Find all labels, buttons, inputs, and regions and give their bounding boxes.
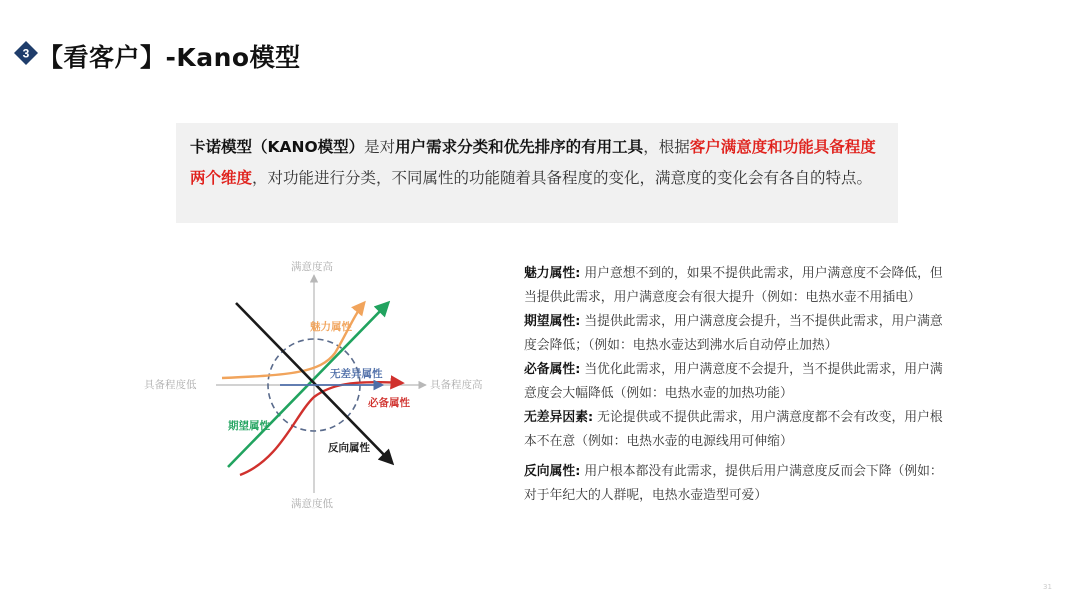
description-name: 期望属性: [524, 314, 581, 329]
description-text: 无论提供或不提供此需求，用户满意度都不会有改变，用户根本不在意（例如：电热水壶的电源线用可伸缩） [524, 410, 943, 449]
intro-term: 卡诺模型（KANO模型） [190, 138, 365, 156]
description-performance [524, 310, 944, 358]
section-badge [14, 41, 38, 65]
page-title: 【看客户】-Kano模型 [38, 43, 301, 72]
axis-label-right: 具备程度高 [430, 379, 483, 391]
kano-diagram [130, 245, 500, 525]
axis-label-left: 具备程度低 [144, 379, 197, 391]
description-name: 反向属性: [524, 464, 581, 479]
intro-text: ，对功能进行分类，不同属性的功能随着具备程度的变化，满意度的变化会有各自的特点。 [252, 169, 873, 187]
description-name: 魅力属性: [524, 266, 581, 281]
description-attractive [524, 262, 944, 310]
intro-text: ，根据 [643, 138, 690, 156]
description-text: 当优化此需求，用户满意度不会提升，当不提供此需求，用户满意度会大幅降低（例如：电热水壶的加热功能） [524, 362, 943, 401]
description-text: 当提供此需求，用户满意度会提升，当不提供此需求，用户满意度会降低；（例如：电热水壶达到沸水后自动停止加热） [524, 314, 943, 353]
indifferent-label: 无差异属性 [330, 368, 383, 380]
attractive-curve [222, 303, 364, 378]
intro-text: 是对 [364, 138, 396, 156]
description-must-be [524, 358, 944, 406]
description-name: 必备属性: [524, 362, 581, 377]
description-name: 无差异因素: [524, 410, 594, 425]
description-text: 用户意想不到的，如果不提供此需求，用户满意度不会降低，但当提供此需求，用户满意度会有很大提升（例如：电热水壶不用插电） [524, 266, 943, 305]
intro-highlight-dimensions: 客户满意度和功能具备程度两个维度 [190, 138, 876, 187]
attractive-label: 魅力属性 [310, 321, 352, 333]
must-be-label: 必备属性 [368, 397, 410, 409]
intro-highlight-tool: 用户需求分类和优先排序的有用工具 [395, 138, 644, 156]
intro-box [176, 123, 898, 223]
description-reverse [524, 460, 944, 508]
reverse-label: 反向属性 [328, 442, 370, 454]
attribute-descriptions [524, 262, 944, 508]
performance-label: 期望属性 [228, 420, 270, 432]
axis-label-top: 满意度高 [291, 261, 333, 273]
axis-label-bottom: 满意度低 [291, 498, 333, 510]
page-number: 31 [1043, 583, 1052, 591]
description-text: 用户根本都没有此需求，提供后用户满意度反而会下降（例如：对于年纪大的人群呢，电热水壶造型可爱） [524, 464, 943, 503]
section-number: 3 [22, 46, 30, 61]
description-indifferent [524, 406, 944, 454]
